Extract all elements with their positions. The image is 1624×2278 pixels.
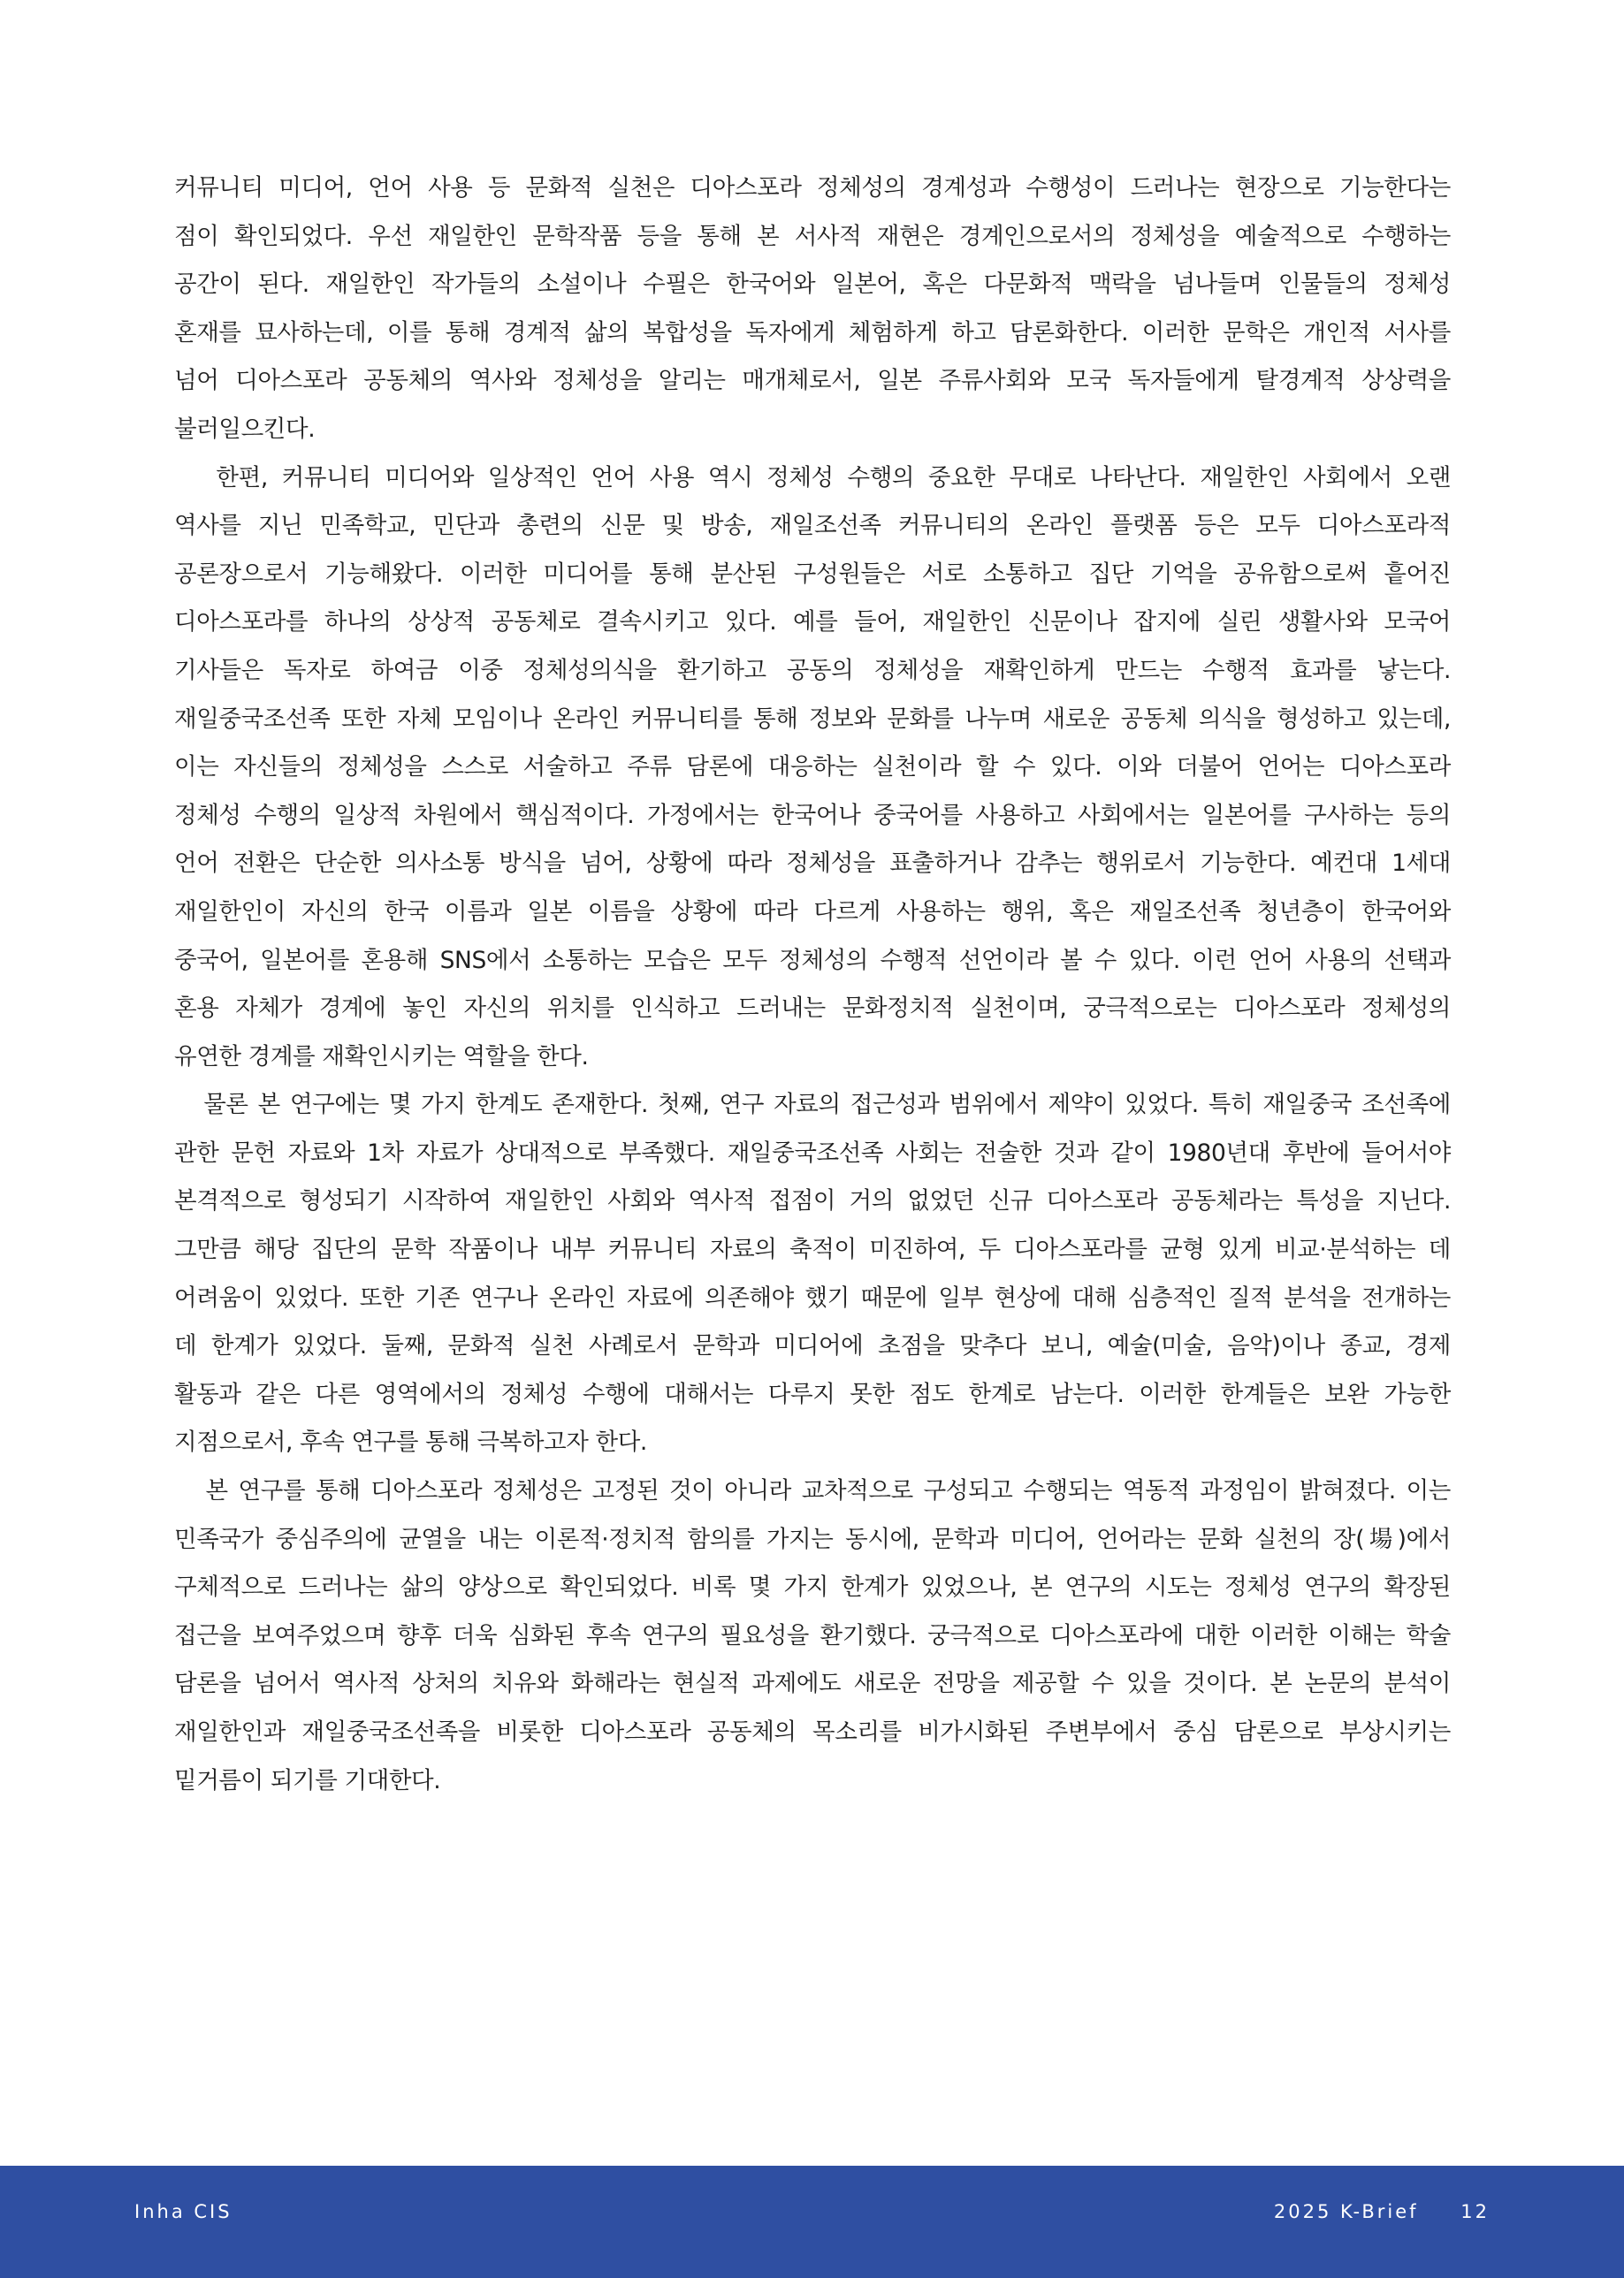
text-line: 중국어, 일본어를 혼용해 SNS에서 소통하는 모습은 모두 정체성의 수행적 선언이라 볼 수 있다. 이런 언어 사용의 선택과	[174, 946, 1451, 974]
text-line: 그만큼 해당 집단의 문학 작품이나 내부 커뮤니티 자료의 축적이 미진하여, 두 디아스포라를 균형 있게 비교·분석하는 데	[174, 1236, 1451, 1264]
text-line: 커뮤니티 미디어, 언어 사용 등 문화적 실천은 디아스포라 정체성의 경계성과 수행성이 드러나는 현장으로 기능한다는	[174, 174, 1451, 202]
footer-publisher: Inha CIS	[134, 2201, 233, 2222]
text-line: 넘어 디아스포라 공동체의 역사와 정체성을 알리는 매개체로서, 일본 주류사회와 모국 독자들에게 탈경계적 상상력을	[174, 367, 1451, 395]
text-line: 어려움이 있었다. 또한 기존 연구나 온라인 자료에 의존해야 했기 때문에 일부 현상에 대해 심층적인 질적 분석을 전개하는	[174, 1284, 1451, 1312]
text-line: 밑거름이 되기를 기대한다.	[174, 1766, 441, 1794]
paragraph-1	[174, 164, 1451, 454]
text-line: 민족국가 중심주의에 균열을 내는 이론적·정치적 함의를 가지는 동시에, 문학과 미디어, 언어라는 문화 실천의 장(場)에서	[174, 1525, 1451, 1553]
text-line: 본 연구를 통해 디아스포라 정체성은 고정된 것이 아니라 교차적으로 구성되고 수행되는 역동적 과정임이 밝혀졌다. 이는	[174, 1477, 1451, 1505]
text-line: 공간이 된다. 재일한인 작가들의 소설이나 수필은 한국어와 일본어, 혹은 다문화적 맥락을 넘나들며 인물들의 정체성	[174, 270, 1451, 299]
paragraph-3	[174, 1081, 1451, 1467]
text-line: 지점으로서, 후속 연구를 통해 극복하고자 한다.	[174, 1429, 647, 1457]
text-line: 한편, 커뮤니티 미디어와 일상적인 언어 사용 역시 정체성 수행의 중요한 무대로 나타난다. 재일한인 사회에서 오랜	[174, 463, 1451, 491]
text-line: 불러일으킨다.	[174, 415, 316, 443]
text-line: 언어 전환은 단순한 의사소통 방식을 넘어, 상황에 따라 정체성을 표출하거나 감추는 행위로서 기능한다. 예컨대 1세대	[174, 849, 1451, 878]
text-line: 본격적으로 형성되기 시작하여 재일한인 사회와 역사적 접점이 거의 없었던 신규 디아스포라 공동체라는 특성을 지닌다.	[174, 1187, 1451, 1215]
text-line: 재일한인이 자신의 한국 이름과 일본 이름을 상황에 따라 다르게 사용하는 행위, 혹은 재일조선족 청년층이 한국어와	[174, 897, 1451, 926]
text-line: 정체성 수행의 일상적 차원에서 핵심적이다. 가정에서는 한국어나 중국어를 사용하고 사회에서는 일본어를 구사하는 등의	[174, 801, 1451, 829]
text-line: 담론을 넘어서 역사적 상처의 치유와 화해라는 현실적 과제에도 새로운 전망을 제공할 수 있을 것이다. 본 논문의 분석이	[174, 1670, 1451, 1698]
text-line: 혼용 자체가 경계에 놓인 자신의 위치를 인식하고 드러내는 문화정치적 실천이며, 궁극적으로는 디아스포라 정체성의	[174, 994, 1451, 1023]
text-line: 기사들은 독자로 하여금 이중 정체성의식을 환기하고 공동의 정체성을 재확인하게 만드는 수행적 효과를 낳는다.	[174, 656, 1451, 684]
text-line: 물론 본 연구에는 몇 가지 한계도 존재한다. 첫째, 연구 자료의 접근성과 범위에서 제약이 있었다. 특히 재일중국 조선족에	[174, 1091, 1451, 1119]
text-line: 점이 확인되었다. 우선 재일한인 문학작품 등을 통해 본 서사적 재현은 경계인으로서의 정체성을 예술적으로 수행하는	[174, 222, 1451, 250]
footer-title: 2025 K-Brief	[1273, 2201, 1419, 2222]
paragraph-4	[174, 1467, 1451, 1805]
text-line: 접근을 보여주었으며 향후 더욱 심화된 후속 연구의 필요성을 환기했다. 궁극적으로 디아스포라에 대한 이러한 이해는 학술	[174, 1621, 1451, 1649]
text-line: 혼재를 묘사하는데, 이를 통해 경계적 삶의 복합성을 독자에게 체험하게 하고 담론화한다. 이러한 문학은 개인적 서사를	[174, 318, 1451, 347]
text-line: 역사를 지닌 민족학교, 민단과 총련의 신문 및 방송, 재일조선족 커뮤니티의 온라인 플랫폼 등은 모두 디아스포라적	[174, 512, 1451, 540]
text-line: 관한 문헌 자료와 1차 자료가 상대적으로 부족했다. 재일중국조선족 사회는 전술한 것과 같이 1980년대 후반에 들어서야	[174, 1139, 1451, 1167]
text-line: 데 한계가 있었다. 둘째, 문화적 실천 사례로서 문학과 미디어에 초점을 맞추다 보니, 예술(미술, 음악)이나 종교, 경제	[174, 1332, 1451, 1360]
text-line: 유연한 경계를 재확인시키는 역할을 한다.	[174, 1042, 589, 1070]
text-line: 이는 자신들의 정체성을 스스로 서술하고 주류 담론에 대응하는 실천이라 할 수 있다. 이와 더불어 언어는 디아스포라	[174, 753, 1451, 781]
document-body	[174, 164, 1451, 1805]
text-line: 디아스포라를 하나의 상상적 공동체로 결속시키고 있다. 예를 들어, 재일한인 신문이나 잡지에 실린 생활사와 모국어	[174, 608, 1451, 636]
footer-publication	[1274, 2201, 1490, 2222]
text-line: 구체적으로 드러나는 삶의 양상으로 확인되었다. 비록 몇 가지 한계가 있었으나, 본 연구의 시도는 정체성 연구의 확장된	[174, 1573, 1451, 1602]
text-line: 재일중국조선족 또한 자체 모임이나 온라인 커뮤니티를 통해 정보와 문화를 나누며 새로운 공동체 의식을 형성하고 있는데,	[174, 705, 1451, 733]
text-line: 활동과 같은 다른 영역에서의 정체성 수행에 대해서는 다루지 못한 점도 한계로 남는다. 이러한 한계들은 보완 가능한	[174, 1380, 1451, 1408]
page-footer	[0, 2166, 1624, 2278]
text-line: 공론장으로서 기능해왔다. 이러한 미디어를 통해 분산된 구성원들은 서로 소통하고 집단 기억을 공유함으로써 흩어진	[174, 560, 1451, 588]
text-line: 재일한인과 재일중국조선족을 비롯한 디아스포라 공동체의 목소리를 비가시화된 주변부에서 중심 담론으로 부상시키는	[174, 1718, 1451, 1746]
page-number: 12	[1460, 2201, 1490, 2222]
paragraph-2	[174, 454, 1451, 1082]
